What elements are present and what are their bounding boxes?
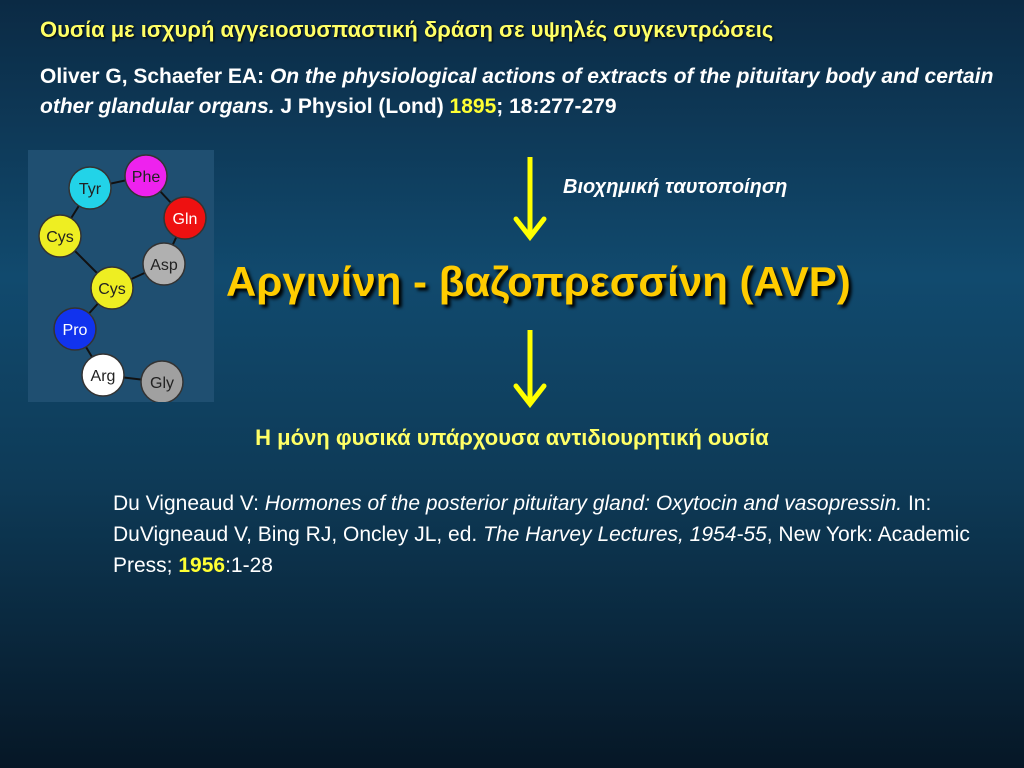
peptide-chain-svg (28, 150, 214, 402)
residue-phe (125, 155, 167, 197)
residue-asp (143, 243, 185, 285)
arrow-down-icon (510, 155, 550, 241)
residue-label: Phe (131, 169, 161, 186)
ref1-pages: ; 18:277-279 (496, 95, 617, 118)
residue-gln (164, 197, 206, 239)
slide-title: Ουσία με ισχυρή αγγειοσυσπαστική δράση σε υψηλές συγκεντρώσεις (40, 17, 774, 42)
residue-pro (54, 308, 96, 350)
residue-label: Gly (150, 375, 174, 392)
vasopressin-structure-diagram (28, 150, 214, 402)
ref2-pages: :1-28 (225, 554, 273, 577)
ref2-title: Hormones of the posterior pituitary gland: Oxytocin and vasopressin. (264, 492, 903, 515)
ref2-editors: In: DuVigneaud V, Bing RJ, Oncley JL, ed. (113, 492, 932, 546)
residue-label: Asp (150, 257, 178, 274)
residue-label: Pro (62, 322, 88, 339)
ref1-title: On the physiological actions of extracts of the pituitary body and certain other glandular organs. (40, 65, 994, 118)
residue-cys (39, 215, 81, 257)
ref1-journal: J Physiol (Lond) (274, 95, 450, 118)
antidiuretic-label: Η μόνη φυσικά υπάρχουσα αντιδιουρητική ουσία (255, 425, 769, 450)
residue-label: Gln (172, 211, 198, 228)
reference-oliver-schaefer (40, 62, 1010, 122)
residue-gly (141, 361, 183, 402)
ref2-year: 1956 (178, 554, 226, 577)
residue-label: Tyr (78, 181, 102, 198)
residue-tyr (69, 167, 111, 209)
ref1-authors: Oliver G, Schaefer EA: (40, 65, 270, 88)
residue-label: Cys (98, 281, 126, 298)
ref2-book: The Harvey Lectures, 1954-55 (483, 523, 767, 546)
residue-cys (91, 267, 133, 309)
residue-label: Cys (46, 229, 74, 246)
ref2-publisher: , New York: Academic Press; (113, 523, 970, 577)
reference-du-vigneaud (113, 488, 1003, 581)
biochemical-identification-label: Βιοχημική ταυτοποίηση (563, 176, 788, 198)
avp-heading: Αργινίνη - βαζοπρεσσίνη (AVP) (226, 258, 851, 305)
arrow-down-icon (510, 328, 550, 408)
ref2-authors: Du Vigneaud V: (113, 492, 265, 515)
ref1-year: 1895 (449, 95, 497, 118)
residue-arg (82, 354, 124, 396)
residue-label: Arg (90, 368, 116, 385)
